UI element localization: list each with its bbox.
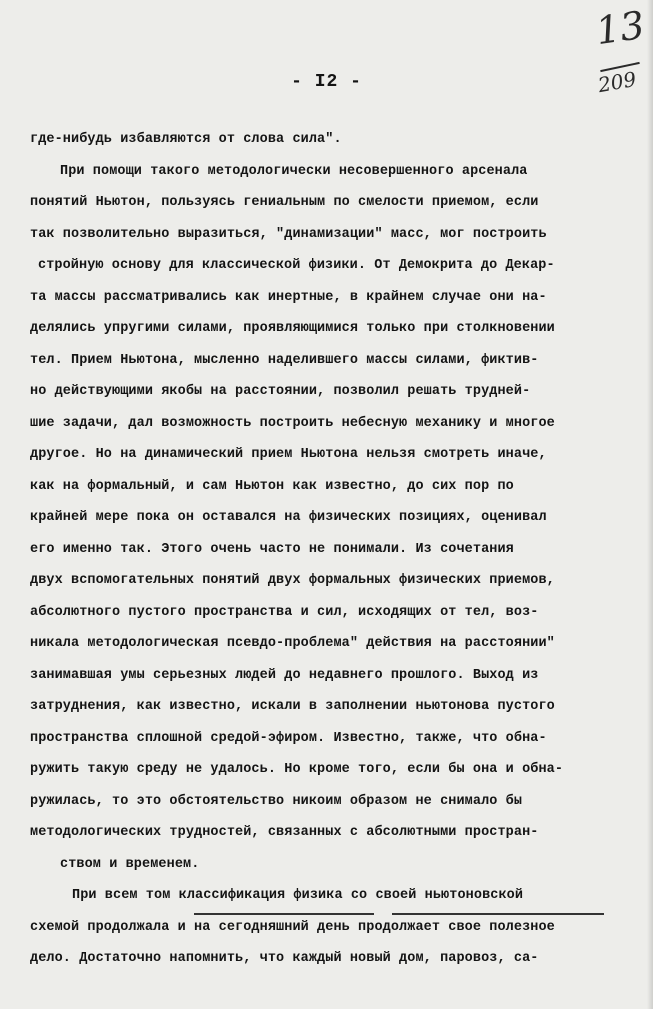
text-line: двух вспомогательных понятий двух формальных физических приемов, xyxy=(30,573,555,588)
text-line: схемой продолжала и на сегодняшний день продолжает свое полезное xyxy=(30,919,555,935)
text-line: методологических трудностей, связанных с абсолютными простран- xyxy=(30,825,539,840)
page-number: - I2 - xyxy=(291,72,362,92)
text-line: так позволительно выразиться, "динамизации" масс, мог построить xyxy=(30,226,547,242)
text-line: абсолютного пустого пространства и сил, исходящих от тел, воз- xyxy=(30,604,539,620)
text-line: дело. Достаточно напомнить, что каждый новый дом, паровоз, са- xyxy=(30,951,539,966)
document-body xyxy=(30,124,650,975)
text-line: как на формальный, и сам Ньютон как известно, до сих пор по xyxy=(30,478,514,494)
text-line: понятий Ньютон, пользуясь гениальным по смелости приемом, если xyxy=(30,195,539,210)
text-line: шие задачи, дал возможность построить небесную механику и многое xyxy=(30,415,555,431)
text-line: ружить такую среду не удалось. Но кроме того, если бы она и обна- xyxy=(30,762,564,777)
text-line: При всем том классификация физика со своей ньютоновской xyxy=(72,888,524,903)
handwritten-archive-number: 209 xyxy=(596,66,638,98)
text-line: пространства сплошной средой-эфиром. Известно, также, что обна- xyxy=(30,730,547,746)
text-line: делялись упругими силами, проявляющимися только при столкновении xyxy=(30,321,555,336)
text-line: та массы рассматривались как инертные, в крайнем случае они на- xyxy=(30,289,547,305)
text-line: его именно так. Этого очень часто не понимали. Из сочетания xyxy=(30,541,514,557)
pen-underline xyxy=(392,913,604,915)
text-line: но действующими якобы на расстоянии, позволил решать трудней- xyxy=(30,384,531,399)
text-line: тел. Прием Ньютона, мысленно наделившего массы силами, фиктив- xyxy=(30,352,539,368)
text-line: стройную основу для классической физики. От Демокрита до Декар- xyxy=(38,258,555,273)
text-line: где-нибудь избавляются от слова сила". xyxy=(30,132,342,147)
pen-underline xyxy=(194,913,374,915)
text-line: никала методологическая псевдо-проблема" действия на расстоянии" xyxy=(30,636,555,651)
text-line: крайней мере пока он оставался на физических позициях, оценивал xyxy=(30,510,547,525)
handwritten-page-mark: 13 xyxy=(593,2,648,54)
text-line: ством и временем. xyxy=(60,856,200,872)
text-line: ружилась, то это обстоятельство никоим образом не снимало бы xyxy=(30,793,523,809)
text-line: затруднения, как известно, искали в заполнении ньютонова пустого xyxy=(30,699,555,714)
text-line: другое. Но на динамический прием Ньютона нельзя смотреть иначе, xyxy=(30,447,547,462)
text-line: При помощи такого методологически несовершенного арсенала xyxy=(60,163,528,179)
text-line: занимавшая умы серьезных людей до недавнего прошлого. Выход из xyxy=(30,667,539,683)
